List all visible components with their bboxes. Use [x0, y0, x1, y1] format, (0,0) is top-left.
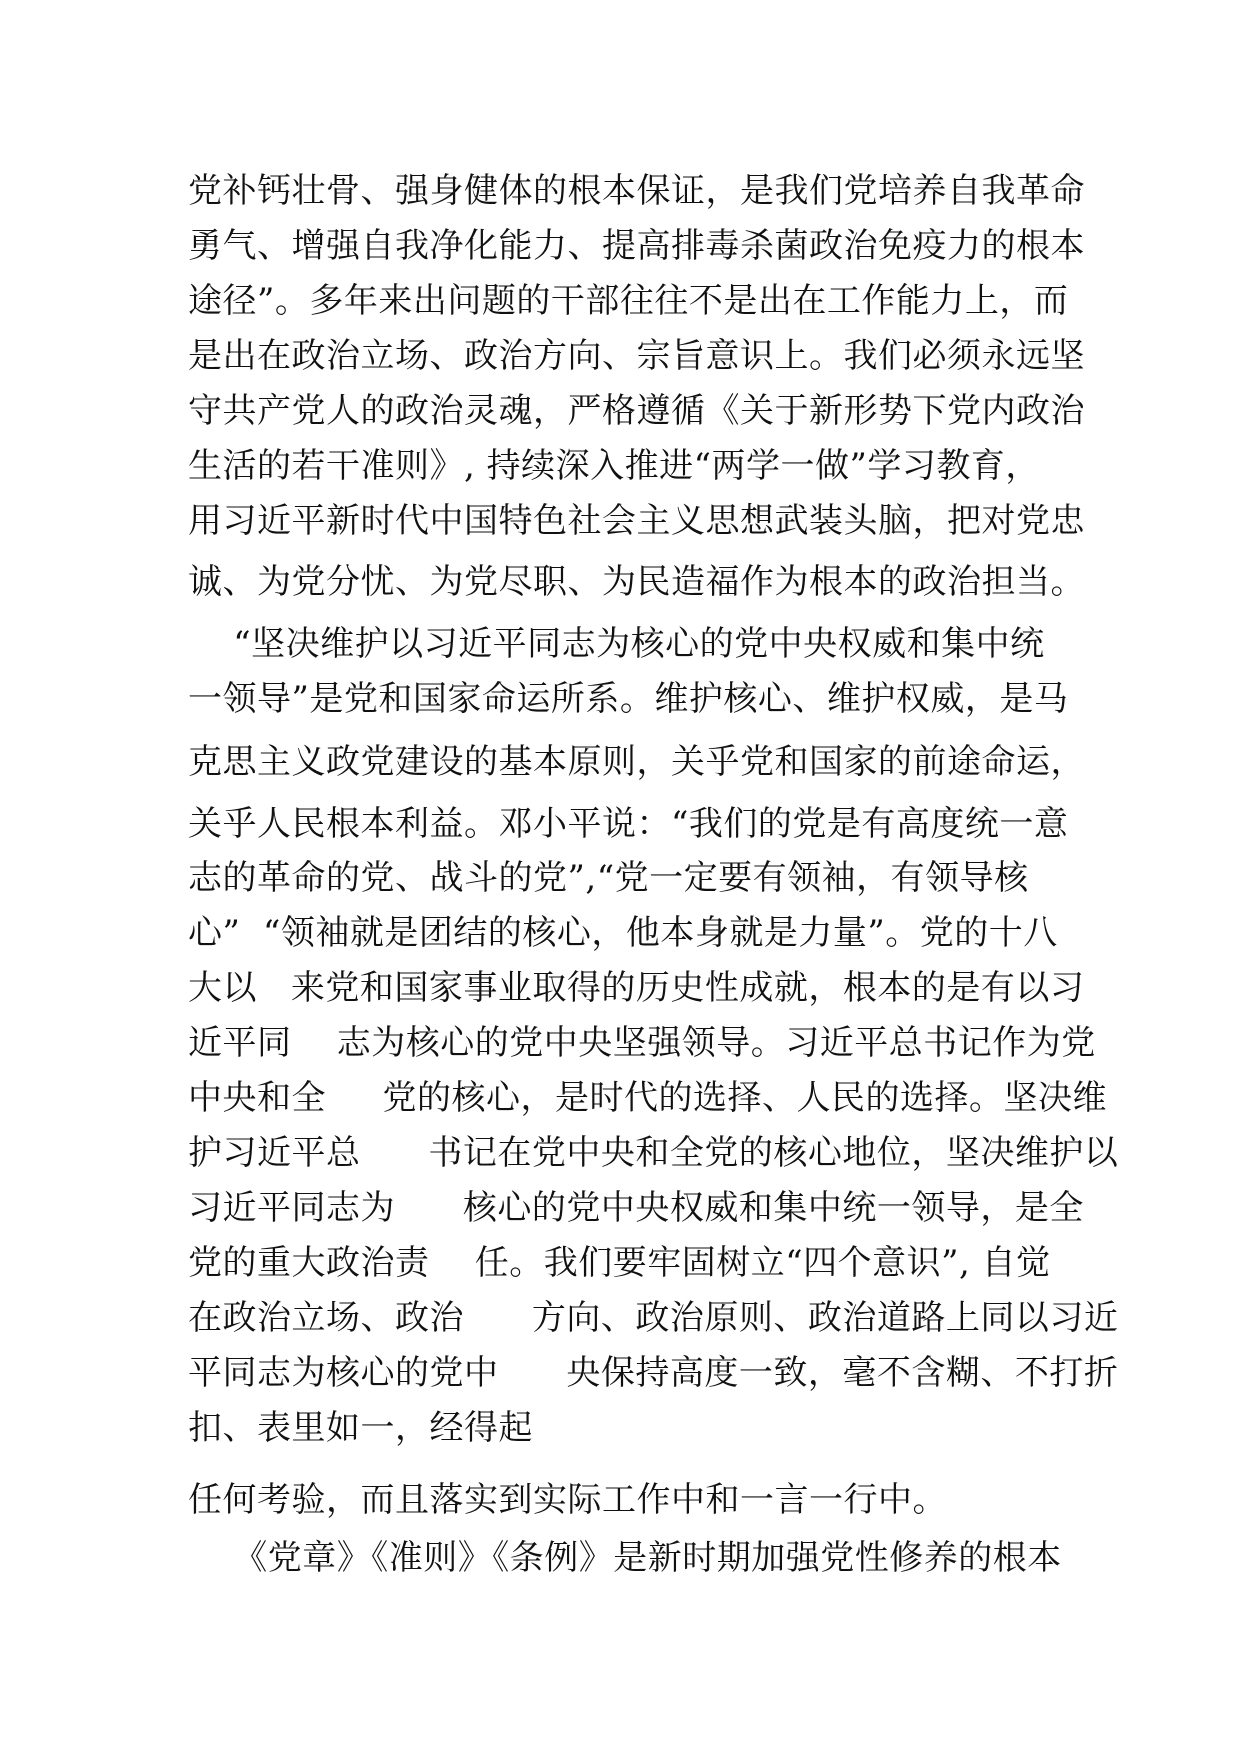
text-line: 近平同 志为核心的党中央坚强领导。习近平总书记作为党: [188, 1023, 1096, 1063]
text-line: 克思主义政党建设的基本原则，关乎党和国家的前途命运，: [188, 742, 1085, 782]
text-line: 党补钙壮骨、强身健体的根本保证，是我们党培养自我革命: [188, 171, 1085, 211]
text-line: 党的重大政治责 任。我们要牢固树立“四个意识”, 自觉: [188, 1243, 1051, 1283]
text-line: 在政治立场、政治 方向、政治原则、政治道路上同以习近: [188, 1298, 1119, 1338]
text-line: 用习近平新时代中国特色社会主义思想武装头脑，把对党忠: [188, 501, 1085, 541]
text-line: 扣、表里如一，经得起: [188, 1408, 533, 1448]
text-line: 诚、为党分忧、为党尽职、为民造福作为根本的政治担当。: [188, 562, 1085, 602]
text-line: 心” “领袖就是团结的核心，他本身就是力量”。党的十八: [188, 913, 1058, 953]
text-line: 守共产党人的政治灵魂，严格遵循《关于新形势下党内政治: [188, 391, 1085, 431]
text-line: 护习近平总 书记在党中央和全党的核心地位，坚决维护以: [188, 1133, 1119, 1173]
text-line: 习近平同志为 核心的党中央权威和集中统一领导，是全: [188, 1188, 1084, 1228]
text-line: 勇气、增强自我净化能力、提高排毒杀菌政治免疫力的根本: [188, 226, 1085, 266]
text-line: 一领导”是党和国家命运所系。维护核心、维护权威，是马: [188, 679, 1069, 719]
text-line: 平同志为核心的党中 央保持高度一致，毫不含糊、不打折: [188, 1353, 1119, 1393]
text-line: 关乎人民根本利益。邓小平说：“我们的党是有高度统一意: [188, 804, 1069, 844]
text-line: 大以 来党和国家事业取得的历史性成就，根本的是有以习: [188, 968, 1085, 1008]
text-line: 志的革命的党、战斗的党”,“党一定要有领袖，有领导核: [188, 858, 1029, 898]
text-line: 途径”。多年来出问题的干部往往不是出在工作能力上，而: [188, 281, 1069, 321]
text-line: 是出在政治立场、政治方向、宗旨意识上。我们必须永远坚: [188, 336, 1085, 376]
paragraph-start-line: 《党章》《准则》《条例》是新时期加强党性修养的根本: [188, 1538, 1062, 1578]
text-line: 中央和全 党的核心，是时代的选择、人民的选择。坚决维: [188, 1078, 1108, 1118]
text-line: 任何考验，而且落实到实际工作中和一言一行中。: [188, 1480, 947, 1520]
paragraph-start-line: “坚决维护以习近平同志为核心的党中央权威和集中统: [188, 624, 1045, 664]
text-line: 生活的若干准则》, 持续深入推进“两学一做”学习教育，: [188, 446, 1040, 486]
